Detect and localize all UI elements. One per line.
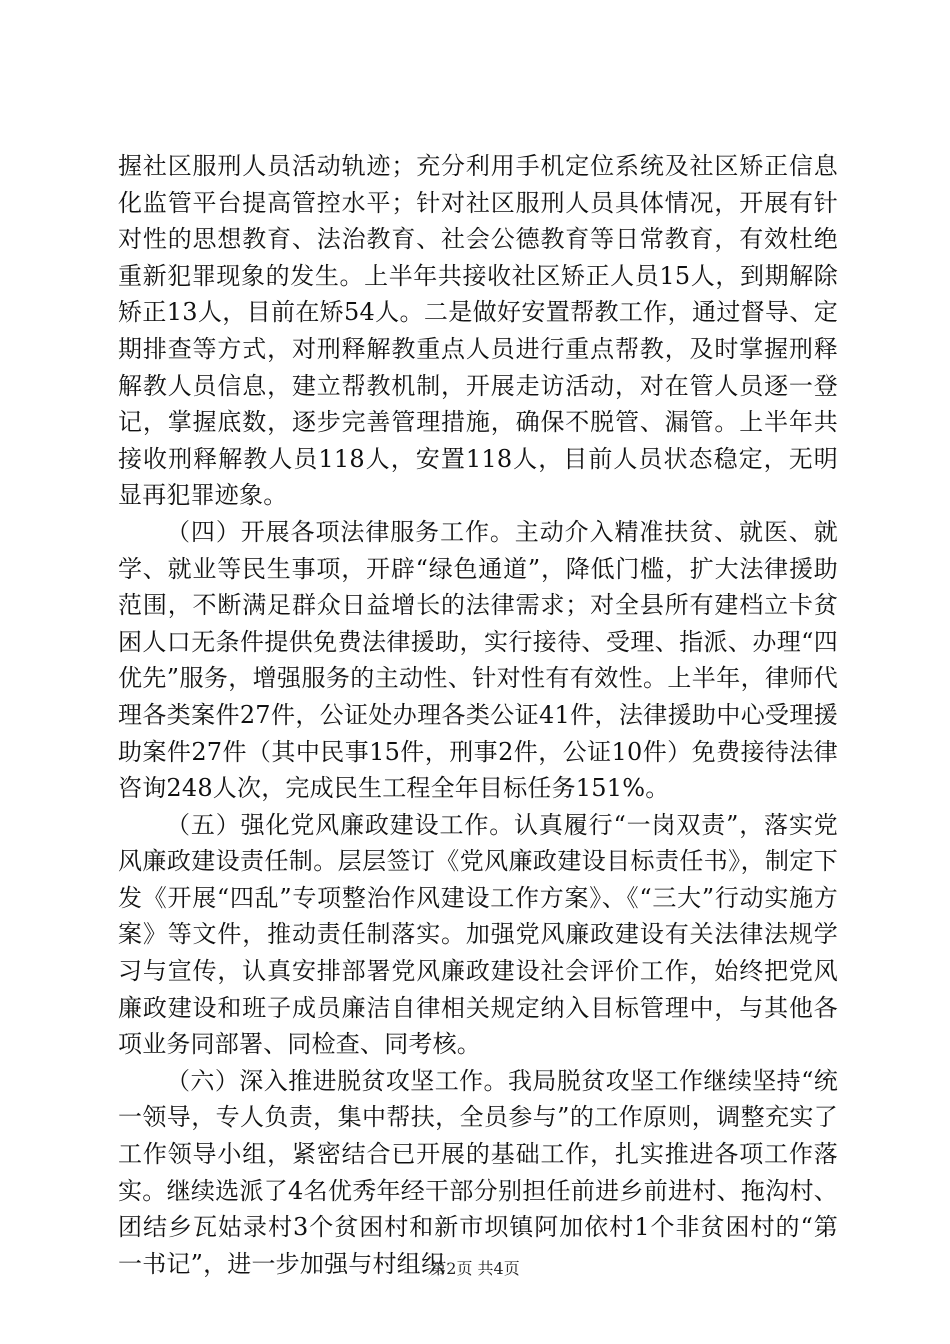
paragraph-4: （六）深入推进脱贫攻坚工作。我局脱贫攻坚工作继续坚持“统一领导，专人负责，集中帮扶，全员参与”的工作原则，调整充实了工作领导小组，紧密结合已开展的基础工作，扎实推进各项工作落实。继续选派了4名优秀年经干部分别担任前进乡前进村、拖沟村、团结乡瓦姑录村3个贫困村和新市坝镇阿加依村1个非贫困村的“第一书记”，进一步加强与村组织 [118, 1066, 838, 1278]
document-body [118, 148, 838, 1282]
paragraph-3: （五）强化党风廉政建设工作。认真履行“一岗双责”，落实党风廉政建设责任制。层层签订《党风廉政建设目标责任书》，制定下发《开展“四乱”专项整治作风建设工作方案》、《“三大”行动实施方案》等文件，推动责任制落实。加强党风廉政建设有关法律法规学习与宣传，认真安排部署党风廉政建设社会评价工作，始终把党风廉政建设和班子成员廉洁自律相关规定纳入目标管理中，与其他各项业务同部署、同检查、同考核。 [118, 810, 838, 1059]
paragraph-2: （四）开展各项法律服务工作。主动介入精准扶贫、就医、就学、就业等民生事项，开辟“绿色通道”，降低门槛，扩大法律援助范围，不断满足群众日益增长的法律需求；对全县所有建档立卡贫困人口无条件提供免费法律援助，实行接待、受理、指派、办理“四优先”服务，增强服务的主动性、针对性有有效性。上半年，律师代理各类案件27件，公证处办理各类公证41件，法律援助中心受理援助案件27件（其中民事15件，刑事2件，公证10件）免费接待法律咨询248人次，完成民生工程全年目标任务151%。 [118, 517, 838, 803]
page-footer: 第2页 共4页 [430, 1259, 520, 1278]
paragraph-1: 握社区服刑人员活动轨迹；充分利用手机定位系统及社区矫正信息化监管平台提高管控水平；针对社区服刑人员具体情况，开展有针对性的思想教育、法治教育、社会公德教育等日常教育，有效杜绝重新犯罪现象的发生。上半年共接收社区矫正人员15人，到期解除矫正13人，目前在矫54人。二是做好安置帮教工作，通过督导、定期排查等方式，对刑释解教重点人员进行重点帮教，及时掌握刑释解教人员信息，建立帮教机制，开展走访活动，对在管人员逐一登记，掌握底数，逐步完善管理措施，确保不脱管、漏管。上半年共接收刑释解教人员118人，安置118人，目前人员状态稳定，无明显再犯罪迹象。 [118, 152, 838, 510]
